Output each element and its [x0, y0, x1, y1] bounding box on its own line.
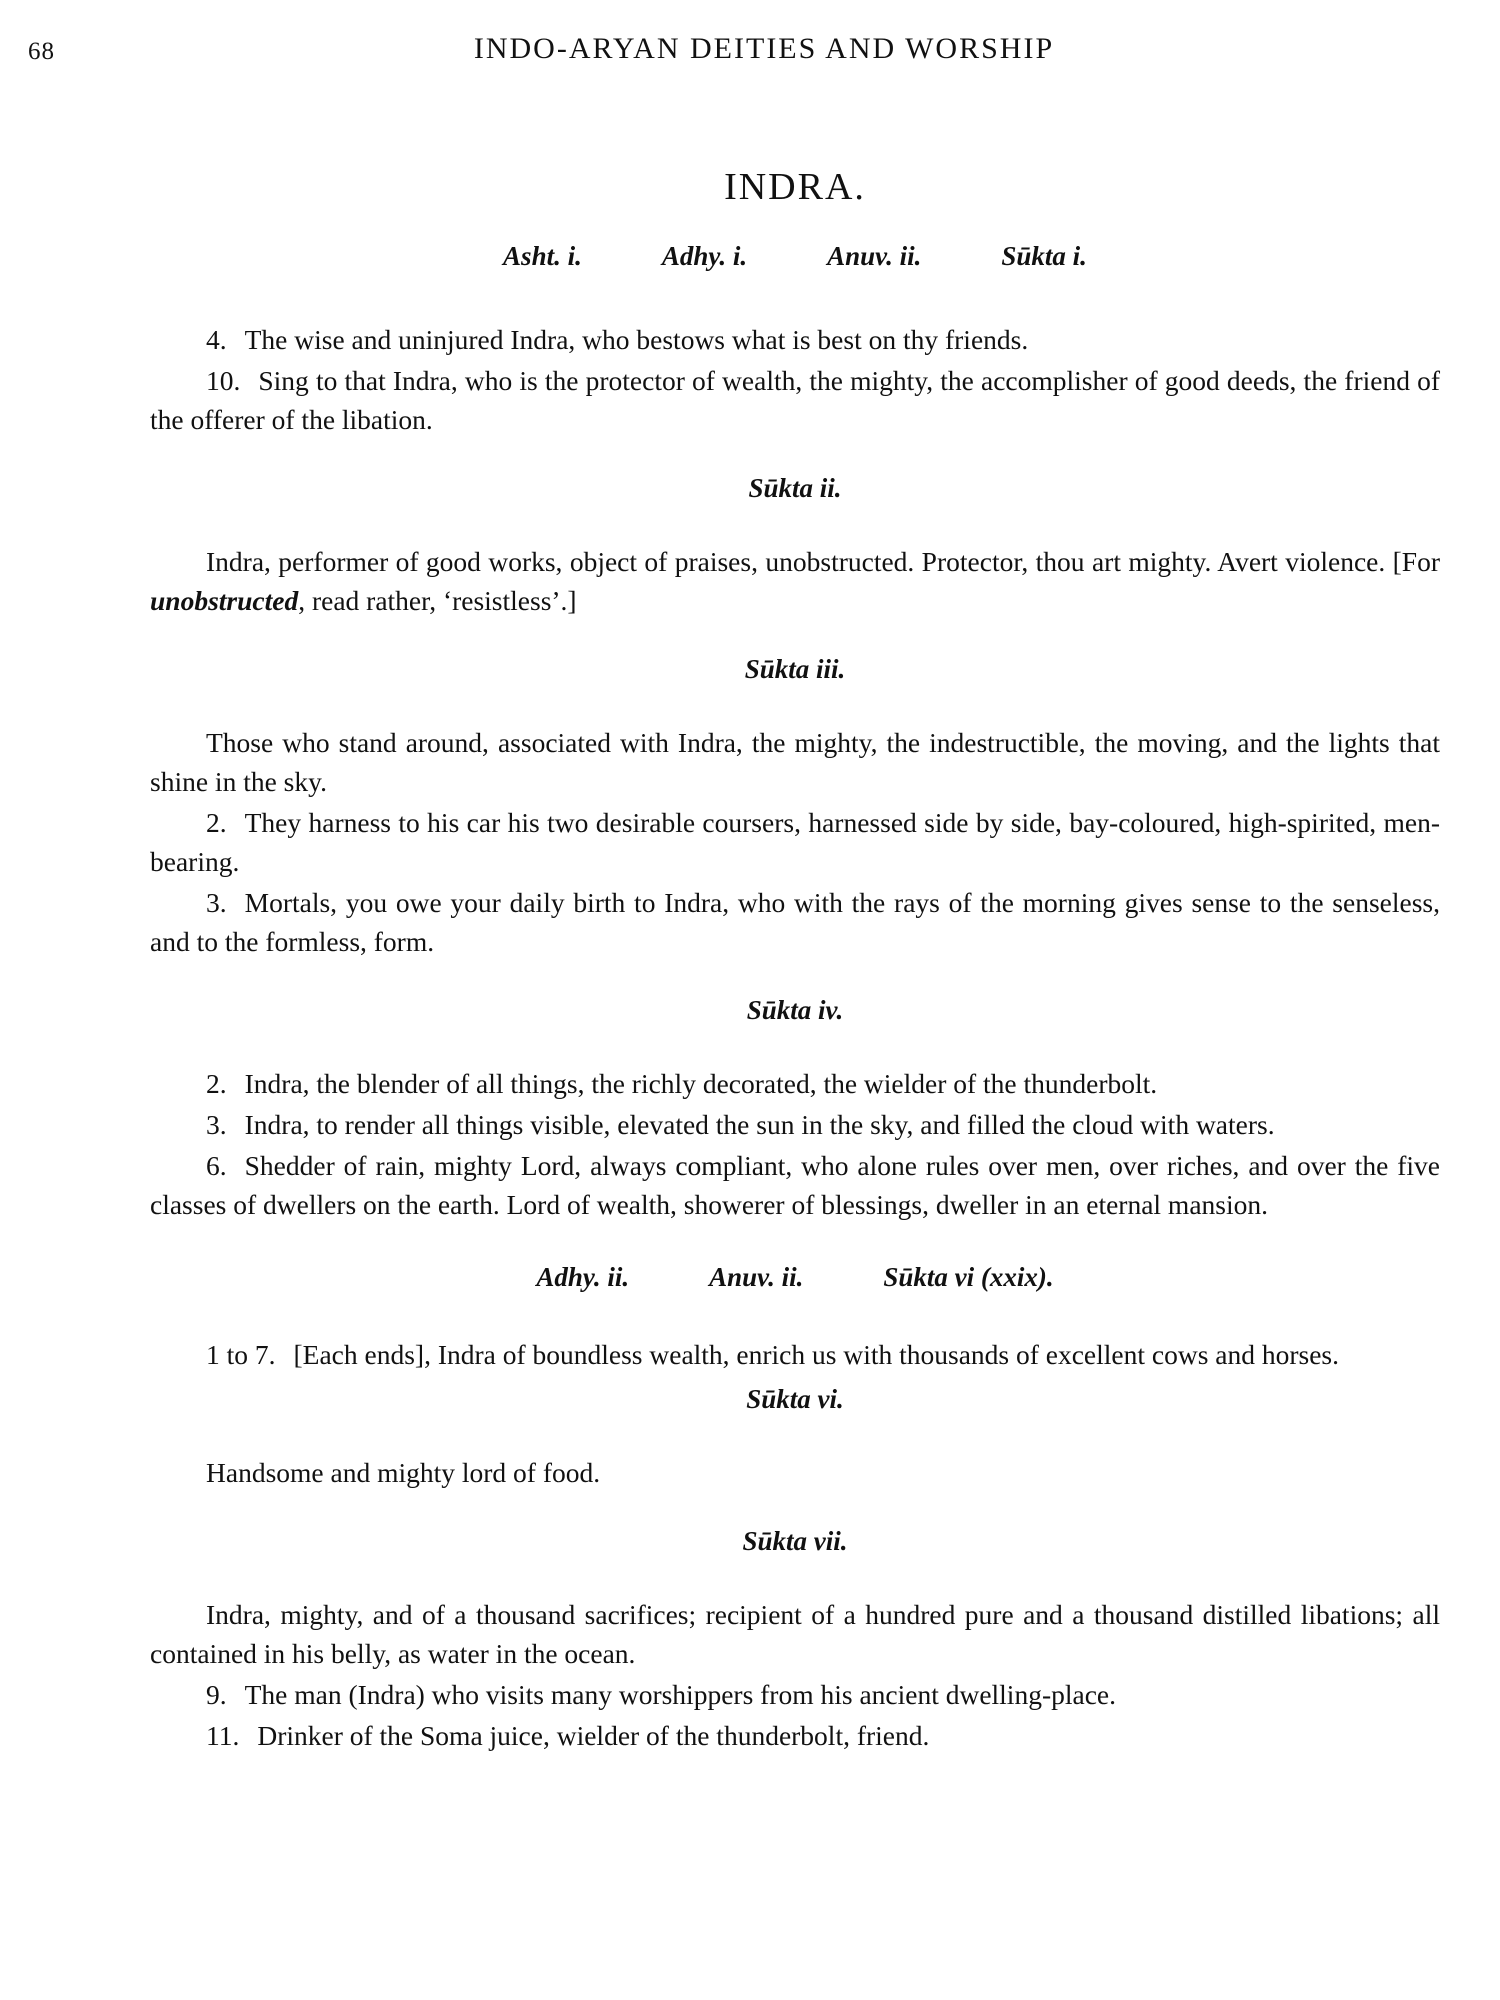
verse-number: 2. [206, 1068, 227, 1099]
section-heading: Sūkta vii. [742, 1526, 848, 1556]
verse-paragraph [150, 1675, 1440, 1714]
verse-paragraph [150, 803, 1440, 881]
verse-text: The wise and uninjured Indra, who bestows what is best on thy friends. [244, 324, 1029, 355]
ref-anuvaka: Anuv. ii. [709, 1262, 804, 1292]
verse-paragraph [150, 1595, 1440, 1673]
verse-paragraph [150, 1453, 1440, 1492]
verse-paragraph [150, 1146, 1440, 1224]
verse-text: Indra, performer of good works, object of praises, unobstructed. Protector, thou art mighty. Avert violence. [For [206, 546, 1440, 577]
page-header [28, 32, 1460, 72]
verse-text: Drinker of the Soma juice, wielder of the thunderbolt, friend. [257, 1720, 930, 1751]
verse-number: 10. [206, 365, 241, 396]
verse-text: Handsome and mighty lord of food. [206, 1457, 601, 1488]
verse-text: Indra, to render all things visible, elevated the sun in the sky, and filled the cloud with waters. [244, 1109, 1275, 1140]
reference-line [150, 237, 1440, 276]
ref-adhyaya: Adhy. i. [661, 241, 748, 271]
ref-sukta: Sūkta i. [1001, 241, 1087, 271]
verse-text: Sing to that Indra, who is the protector of wealth, the mighty, the accomplisher of good deeds, the friend of the offerer of the libation. [150, 365, 1440, 435]
verse-paragraph [150, 723, 1440, 801]
verse-number: 2. [206, 807, 227, 838]
emphasized-word: unobstructed [150, 585, 299, 616]
verse-paragraph [150, 1064, 1440, 1103]
verse-paragraph [150, 542, 1440, 620]
verse-paragraph [150, 320, 1440, 359]
section-heading: Sūkta vi. [746, 1384, 844, 1414]
verse-text: , read rather, ‘resistless’.] [298, 585, 577, 616]
reference-line [150, 1258, 1440, 1297]
verse-text: They harness to his car his two desirable coursers, harnessed side by side, bay-coloured, high-spirited, men-bearing. [150, 807, 1440, 877]
page-number: 68 [28, 38, 55, 65]
running-title: INDO-ARYAN DEITIES AND WORSHIP [473, 32, 1055, 65]
verse-number: 1 to 7. [206, 1339, 276, 1370]
verse-number: 3. [206, 887, 227, 918]
verse-text: Indra, the blender of all things, the richly decorated, the wielder of the thunderbolt. [244, 1068, 1158, 1099]
verse-text: Shedder of rain, mighty Lord, always compliant, who alone rules over men, over riches, and over the five classes of dwellers on the earth. Lord of wealth, showerer of blessings, dweller in an eternal mansion. [150, 1150, 1440, 1220]
verse-number: 4. [206, 324, 227, 355]
verse-number: 9. [206, 1679, 227, 1710]
verse-text: Indra, mighty, and of a thousand sacrifices; recipient of a hundred pure and a thousand distilled libations; all contained in his belly, as water in the ocean. [150, 1599, 1440, 1669]
verse-text: [Each ends], Indra of boundless wealth, enrich us with thousands of excellent cows and horses. [293, 1339, 1339, 1370]
verse-paragraph [150, 883, 1440, 961]
ref-ashtaka: Asht. i. [503, 241, 582, 271]
ref-sukta: Sūkta vi (xxix). [883, 1262, 1054, 1292]
section-heading: Sūkta ii. [748, 473, 842, 503]
verse-number: 6. [206, 1150, 227, 1181]
page-body [150, 168, 1440, 1757]
verse-number: 3. [206, 1109, 227, 1140]
verse-text: Those who stand around, associated with Indra, the mighty, the indestructible, the moving, and the lights that shine in the sky. [150, 727, 1440, 797]
verse-paragraph [150, 1335, 1440, 1374]
verse-paragraph [150, 1716, 1440, 1755]
verse-paragraph [150, 1105, 1440, 1144]
verse-text: The man (Indra) who visits many worshippers from his ancient dwelling-place. [244, 1679, 1116, 1710]
verse-paragraph [150, 361, 1440, 439]
verse-text: Mortals, you owe your daily birth to Indra, who with the rays of the morning gives sense to the senseless, and to the formless, form. [150, 887, 1440, 957]
ref-anuvaka: Anuv. ii. [827, 241, 922, 271]
verse-number: 11. [206, 1720, 240, 1751]
section-heading: Sūkta iii. [744, 654, 846, 684]
section-heading: Sūkta iv. [746, 995, 844, 1025]
chapter-title: INDRA. [724, 166, 866, 208]
ref-adhyaya: Adhy. ii. [536, 1262, 630, 1292]
